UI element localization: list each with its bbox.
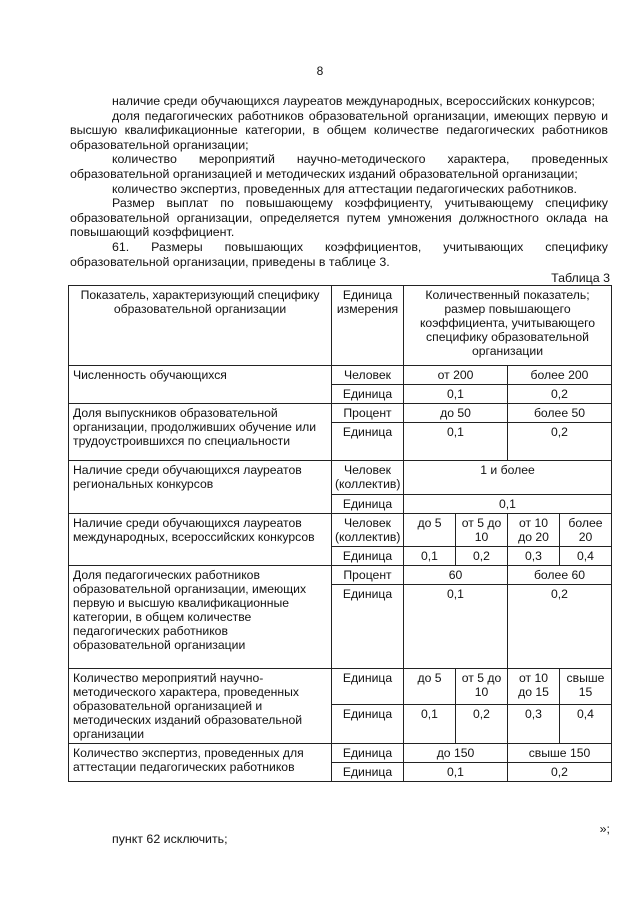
- coefficient-cell: 0,3: [508, 547, 560, 566]
- table-row: [69, 461, 612, 495]
- coefficient-cell: 0,2: [508, 423, 612, 461]
- value-cell: более 200: [508, 366, 612, 385]
- header-indicator: Показатель, характеризующий специфику образовательной организации: [69, 286, 332, 366]
- table-row: [69, 669, 612, 705]
- unit-cell: Человек (коллектив): [332, 461, 404, 495]
- coefficient-cell: 0,2: [508, 763, 612, 782]
- paragraph: Размер выплат по повышающему коэффициенту, учитывающему специфику образовательной организации, определяется путем умножения должностного оклада на повышающий коэффициент.: [70, 196, 608, 240]
- coefficient-cell: 0,1: [404, 423, 508, 461]
- table-row: [69, 366, 612, 385]
- closing-quote: »;: [599, 822, 610, 836]
- table-row: [69, 744, 612, 763]
- paragraph: количество мероприятий научно-методического характера, проведенных образовательной организацией и методических изданий образовательной организации;: [70, 152, 608, 181]
- page-number: 8: [316, 64, 324, 78]
- value-cell: 1 и более: [404, 461, 612, 495]
- unit-cell: Единица: [332, 763, 404, 782]
- value-cell: 60: [404, 566, 508, 585]
- unit-cell: Единица: [332, 744, 404, 763]
- indicator-cell: Численность обучающихся: [69, 366, 332, 404]
- unit-cell: Единица: [332, 385, 404, 404]
- coefficient-cell: 0,2: [456, 547, 508, 566]
- value-cell: до 50: [404, 404, 508, 423]
- unit-cell: Процент: [332, 404, 404, 423]
- coefficient-cell: 0,2: [508, 385, 612, 404]
- unit-cell: Единица: [332, 547, 404, 566]
- value-cell: более 50: [508, 404, 612, 423]
- value-cell: от 10 до 15: [508, 669, 560, 705]
- footer-text: пункт 62 исключить;: [112, 832, 228, 846]
- coefficient-cell: 0,1: [404, 547, 456, 566]
- indicator-cell: Количество экспертиз, проведенных для аттестации педагогических работников: [69, 744, 332, 782]
- coefficient-cell: 0,1: [404, 495, 612, 514]
- coefficient-cell: 0,2: [508, 585, 612, 669]
- paragraph: 61. Размеры повышающих коэффициентов, учитывающих специфику образовательной организации, приведены в таблице 3.: [70, 239, 608, 269]
- value-cell: от 200: [404, 366, 508, 385]
- coefficients-table: [68, 285, 612, 782]
- unit-cell: Единица: [332, 495, 404, 514]
- unit-cell: Единица: [332, 423, 404, 461]
- indicator-cell: Наличие среди обучающихся лауреатов международных, всероссийских конкурсов: [69, 514, 332, 566]
- value-cell: до 5: [404, 514, 456, 547]
- coefficient-cell: 0,4: [560, 547, 612, 566]
- table-row: [69, 514, 612, 547]
- table-row: [69, 404, 612, 423]
- indicator-cell: Доля педагогических работников образовательной организации, имеющих первую и высшую квалификационные категории, в общем количестве педагогических работников образовательной организации: [69, 566, 332, 669]
- coefficient-cell: 0,1: [404, 385, 508, 404]
- table-header-row: [69, 286, 612, 366]
- unit-cell: Единица: [332, 669, 404, 705]
- body-text: [70, 94, 608, 269]
- unit-cell: Единица: [332, 585, 404, 669]
- value-cell: свыше 15: [560, 669, 612, 705]
- value-cell: от 5 до 10: [456, 669, 508, 705]
- coefficient-cell: 0,1: [404, 763, 508, 782]
- indicator-cell: Количество мероприятий научно-методического характера, проведенных образовательной организацией и методических изданий образовательной организации: [69, 669, 332, 744]
- unit-cell: Человек (коллектив): [332, 514, 404, 547]
- table-label: Таблица 3: [551, 271, 610, 285]
- paragraph: доля педагогических работников образовательной организации, имеющих первую и высшую квалификационные категории, в общем количестве педагогических работников образовательной организации;: [70, 108, 608, 152]
- coefficient-cell: 0,1: [404, 585, 508, 669]
- value-cell: более 20: [560, 514, 612, 547]
- header-unit: Единица измерения: [332, 286, 404, 366]
- unit-cell: Процент: [332, 566, 404, 585]
- header-quantity: Количественный показатель; размер повышающего коэффициента, учитывающего специфику образовательной организации: [404, 286, 612, 366]
- unit-cell: Человек: [332, 366, 404, 385]
- indicator-cell: Наличие среди обучающихся лауреатов региональных конкурсов: [69, 461, 332, 514]
- value-cell: свыше 150: [508, 744, 612, 763]
- value-cell: до 5: [404, 669, 456, 705]
- coefficient-cell: 0,2: [456, 705, 508, 744]
- table-row: [69, 566, 612, 585]
- paragraph: количество экспертиз, проведенных для аттестации педагогических работников.: [112, 181, 577, 196]
- unit-cell: Единица: [332, 705, 404, 744]
- value-cell: более 60: [508, 566, 612, 585]
- paragraph: наличие среди обучающихся лауреатов международных, всероссийских конкурсов;: [112, 94, 595, 108]
- indicator-cell: Доля выпускников образовательной организации, продолживших обучение или трудоустроившихся по специальности: [69, 404, 332, 461]
- value-cell: до 150: [404, 744, 508, 763]
- value-cell: от 5 до 10: [456, 514, 508, 547]
- coefficient-cell: 0,4: [560, 705, 612, 744]
- value-cell: от 10 до 20: [508, 514, 560, 547]
- coefficient-cell: 0,1: [404, 705, 456, 744]
- coefficient-cell: 0,3: [508, 705, 560, 744]
